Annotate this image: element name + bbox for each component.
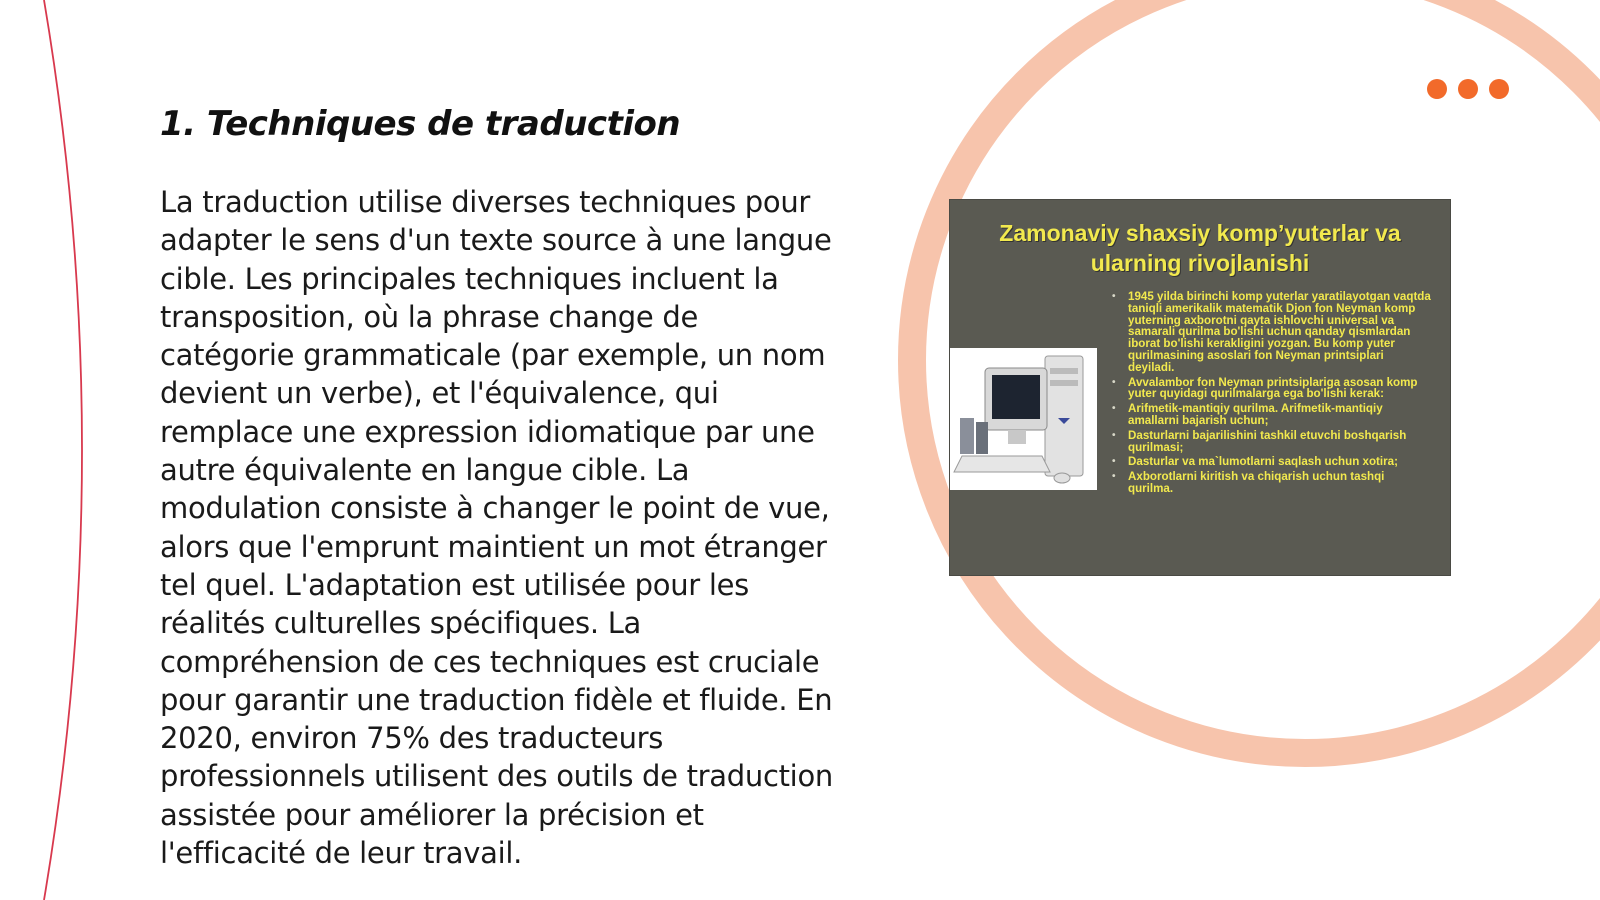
page-title: 1. Techniques de traduction [160,104,681,144]
slide-title: Zamonaviy shaxsiy komp’yuterlar va ularning rivojlanishi [999,220,1401,276]
list-item: • 1945 yilda birinchi komp yuterlar yaratilayotgan vaqtda taniqli amerikalik matematik Djon fon Neyman komp yuterning axborotni qayta ishlovchi universal va samarali qurilma bo'lishi uchun qanday qismlardan iborat bo'lishi kerakligini yozgan. Bu komp yuter qurilmasining asoslari fon Neyman printsiplari deyiladi. [1112,291,1432,374]
list-item: • Avvalambor fon Neyman printsiplariga asosan komp yuter quyidagi qurilmalarga ega bo'lishi kerak: [1112,377,1432,401]
body-paragraph: La traduction utilise diverses techniques pour adapter le sens d'un texte source à une langue cible. Les principales techniques incluent la transposition, où la phrase change de catégorie grammaticale (par exemple, un nom devient un verbe), et l'équivalence, qui remplace une expression idiomatique par une autre équivalente en langue cible. La modulation consiste à changer le point de vue, alors que l'emprunt maintient un mot étranger tel quel. L'adaptation est utilisée pour les réalités culturelles spécifiques. La compréhension de ces techniques est cruciale pour garantir une traduction fidèle et fluide. En 2020, environ 75% des traducteurs professionnels utilisent des outils de traduction assistée pour améliorer la précision et l'efficacité de leur travail. [160,185,833,871]
dot-icon [1458,79,1478,99]
list-item: • Dasturlar va ma`lumotlarni saqlash uchun xotira; [1112,456,1432,468]
embedded-slide-image [950,200,1450,575]
list-item: • Arifmetik-mantiqiy qurilma. Arifmetik-mantiqiy amallarni bajarish uchun; [1112,403,1432,427]
computer-icon [950,348,1097,490]
dot-icon [1427,79,1447,99]
list-item: • Axborotlarni kiritish va chiqarish uchun tashqi qurilma. [1112,471,1432,495]
list-item: • Dasturlarni bajarilishini tashkil etuvchi boshqarish qurilmasi; [1112,430,1432,454]
left-curve-line [44,0,82,900]
more-options-icon[interactable] [1427,79,1509,99]
dot-icon [1489,79,1509,99]
slide-bullet-list [1112,291,1432,498]
computer-image [950,348,1097,490]
